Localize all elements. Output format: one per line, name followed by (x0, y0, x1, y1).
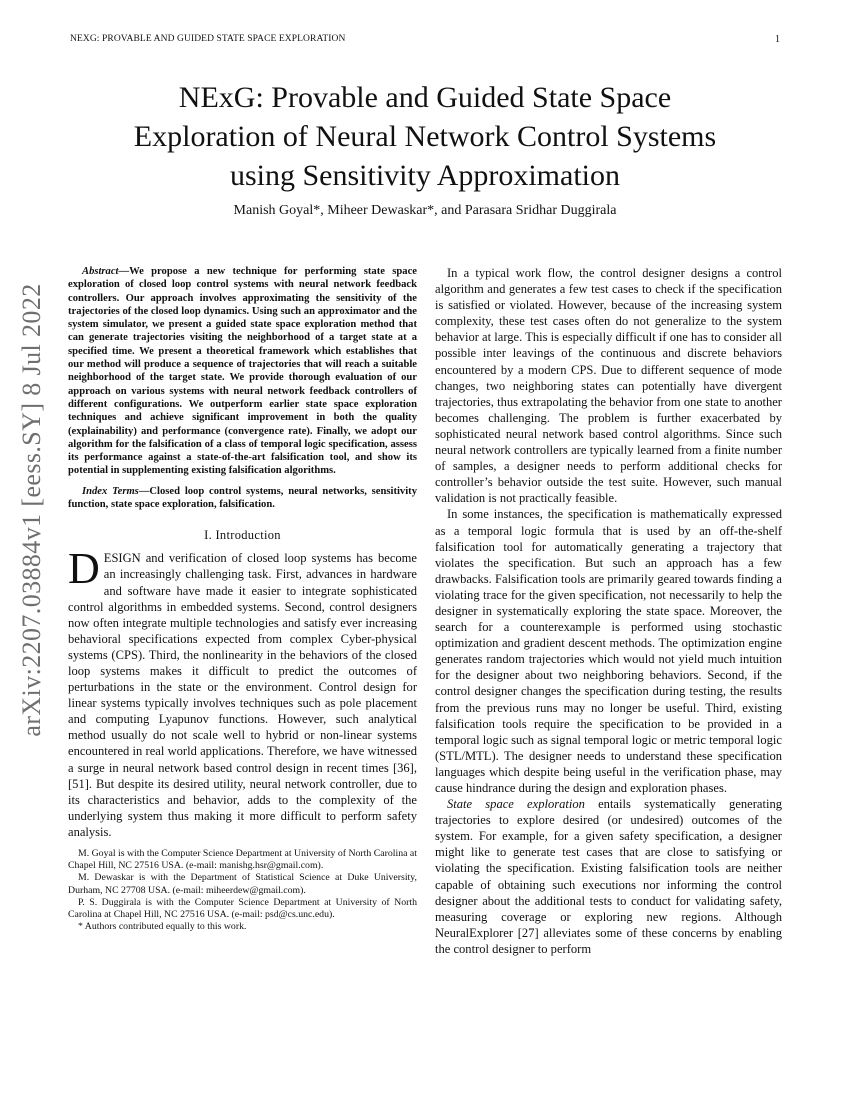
footnote-duggirala: P. S. Duggirala is with the Computer Science Department at University of North Carolina at Chapel Hill, NC 27516 USA. (e-mail: psd@cs.unc.edu). (68, 896, 417, 921)
section-heading-introduction: I. Introduction (204, 528, 281, 543)
state-space-exploration-term: State space exploration (447, 797, 585, 812)
abstract-label: Abstract (82, 266, 119, 277)
paper-title (70, 78, 780, 195)
index-terms (68, 485, 417, 512)
page-number: 1 (775, 34, 780, 45)
running-head: NEXG: PROVABLE AND GUIDED STATE SPACE EXPLORATION (70, 34, 346, 44)
left-column (68, 265, 417, 933)
footnote-dewaskar: M. Dewaskar is with the Department of Statistical Science at Duke University, Durham, NC 27708 USA. (e-mail: miheerdew@gmail.com). (68, 872, 417, 896)
intro-paragraph-1-text: ESIGN and verification of closed loop systems has become an increasingly challenging task. First, advances in hardware and software have made it easier to integrate sophisticated control algorithms in embedded systems. Second, control designers now often integrate multiple technologies and satisfy ever increasing behavioral specifications expected from complex Cyber-physical systems (CPS). Third, the nonlinearity in the behaviors of the closed loop systems makes it difficult to predict the outcomes of perturbations in the state or the environment. Control design for linear systems typically involves techniques such as pole placement and computing Lyapunov functions. However, such analytical method usually do not scale well to hybrid or non-linear systems encountered in real world applications. Therefore, we have witnessed a surge in neural network based control design in recent times [36], [51]. But despite its desired utility, neural network controller, due to its characteristics and behavior, adds to the complexity of the underlying system thus making it more difficult to perform safety analysis. (68, 551, 417, 839)
footnotes (68, 848, 417, 933)
index-terms-text: —Closed loop control systems, neural networks, sensitivity function, state space exploration, falsification. (68, 485, 417, 511)
title-line-1: NExG: Provable and Guided State Space (178, 81, 672, 114)
author-list: Manish Goyal*, Miheer Dewaskar*, and Parasara Sridhar Duggirala (233, 203, 617, 218)
index-terms-label: Index Terms (82, 485, 139, 497)
abstract (68, 265, 417, 478)
intro-paragraph-4 (435, 796, 782, 957)
footnote-equal-contribution: * Authors contributed equally to this work. (78, 921, 247, 933)
right-column (435, 265, 782, 957)
intro-paragraph-1 (68, 544, 417, 840)
drop-cap: D (68, 544, 100, 594)
intro-paragraph-3: In some instances, the specification is mathematically expressed as a temporal logic formula that is used by an off-the-shelf falsification tool for automatically generating a trajectory that violates the specification. But such an approach has a few drawbacks. Falsification tools are primarily geared towards finding a violating trace for the given specification, not necessarily to help the designer in systematically exploring the state space. Moreover, the search for a counterexample is performed using stochastic optimization and gradient descent methods. The optimization engine generates random trajectories which would not yield much intuition for the designer about two neighboring behaviors. Second, if the control designer changes the specification during testing, the results from the previous runs may no longer be useful. Third, existing falsification tools require the specification to be provided in a temporal logic such as signal temporal logic or metric temporal logic (STL/MTL). The designer needs to understand these specification languages which despite being useful in the verification phase, may cause hindrance during the design and exploration phases. (435, 507, 782, 795)
arxiv-stamp (2, 283, 62, 737)
intro-paragraph-4-text: entails systematically generating trajectories to explore desired (or undesired) outcomes of the system. For example, for a given safety specification, a designer might like to generate test cases that are close to satisfying or violating the specification. Existing falsification tools are neither capable of obtaining such executions nor informing the control designer about the additional tests to conduct for validating safety, measuring coverage or exploring new regions. Although NeuralExplorer [27] alleviates some of these concerns by enabling the control designer to perform (435, 797, 782, 956)
footnote-goyal: M. Goyal is with the Computer Science Department at University of North Carolina at Chapel Hill, NC 27516 USA. (e-mail: manishg.hsr@gmail.com). (68, 848, 418, 872)
arxiv-stamp-text: arXiv:2207.03884v1 [eess.SY] 8 Jul 2022 (17, 283, 46, 737)
title-line-2: Exploration of Neural Network Control Systems (133, 120, 717, 153)
title-line-3: using Sensitivity Approximation (229, 159, 620, 192)
intro-paragraph-2: In a typical work flow, the control designer designs a control algorithm and generates a few test cases to check if the specification is satisfied or violated. However, because of the increasing system complexity, these test cases often do not generalize to the system behavior at large. This is especially difficult if one has to consider all possible inter leavings of the continuous and discrete behaviors encountered by a modern CPS. Due to different sequence of mode changes, two neighboring states can potentially have divergent trajectories, thus extrapolating the behavior from one state to another becomes challenging. The problem is further exacerbated by sophisticated neural network based control algorithms. Since such neural network controllers are typically learned from a finite number of samples, a designer needs to perform additional checks for controller’s behavior outside the test suite. However, such manual validation is not practically feasible. (435, 266, 782, 506)
abstract-text: —We propose a new technique for performing state space exploration of closed loop control systems with neural network feedback controllers. Our approach involves approximating the sensitivity of the trajectories of the closed loop dynamics. Using such an approximator and the system simulator, we present a guided state space exploration method that can generate trajectories visiting the neighborhood of a target state at a specified time. We present a theoretical framework which establishes that our method will produce a sequence of trajectories that will reach a suitable neighborhood of the target state. We provide thorough evaluation of our approach on various systems with neural network feedback controllers of different configurations. We outperform earlier state space exploration techniques and achieve significant improvement in both the quality (explainability) and performance (convergence rate). Finally, we adopt our algorithm for the falsification of a class of temporal logic specification, assess its performance against a state-of-the-art falsification tool, and show its potential in supplementing existing falsification algorithms. (68, 266, 417, 477)
